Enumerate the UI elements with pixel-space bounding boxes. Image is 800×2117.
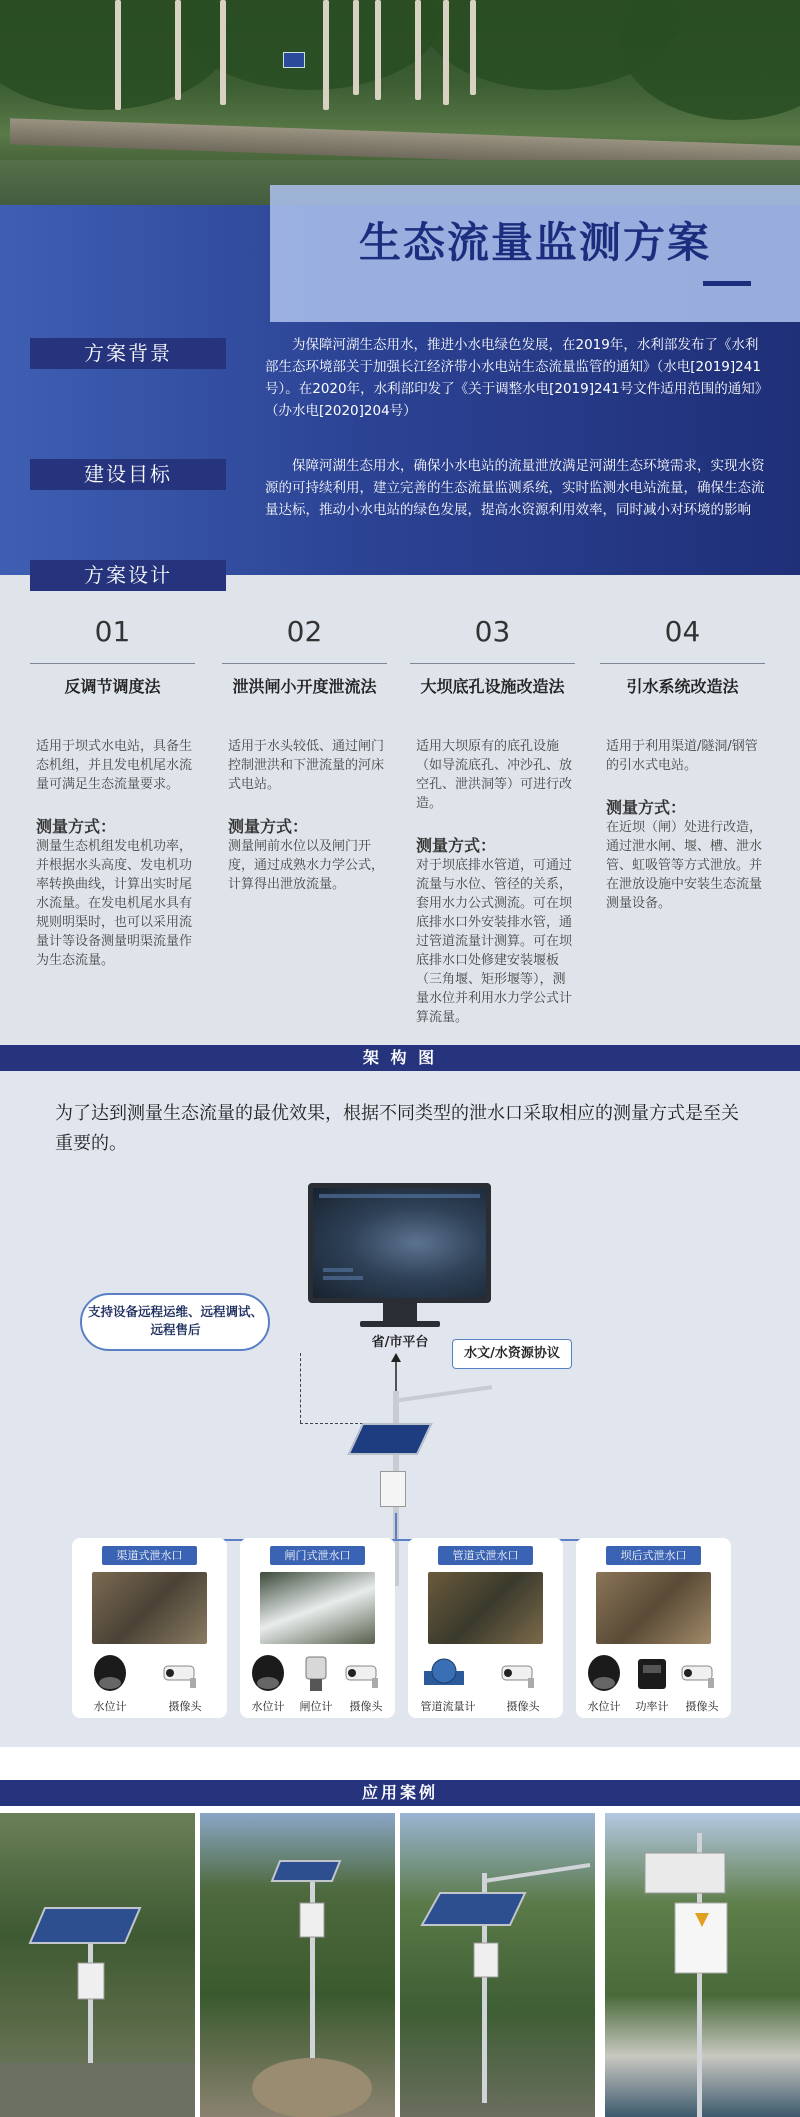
background-text: 为保障河湖生态用水，推进小水电绿色发展，在2019年，水利部发布了《水利部生态环境部关于加强长江经济带小水电站生态流量监管的通知》（水电[2019]241号）。在2020年，水利部印发了《关于调整水电[2019]241号文件适用范围的通知》（办水电[2020]204号） [265, 337, 762, 419]
device-label: 管道流量计 [420, 1700, 476, 1713]
goal-label: 建设目标 [30, 459, 226, 490]
column-number: 04 [664, 615, 701, 648]
channel-outlet-photo [92, 1572, 207, 1644]
column-desc: 适用于水头较低、通过闸门控制泄洪和下泄流量的河床式电站。 [228, 739, 385, 792]
column-number: 02 [286, 615, 323, 648]
case-photo-2 [200, 1813, 395, 2117]
device-label: 摄像头 [168, 1700, 202, 1713]
water-level-meter-icon [90, 1653, 130, 1695]
pipe-outlet-photo [428, 1572, 543, 1644]
title-underline [703, 281, 751, 286]
device-label: 摄像头 [685, 1700, 719, 1713]
outlet-card-gate [240, 1538, 395, 1718]
design-column-2 [222, 615, 387, 894]
water-level-meter-icon [248, 1653, 288, 1695]
device-label: 闸位计 [299, 1700, 333, 1713]
gate-outlet-photo [260, 1572, 375, 1644]
case-photo-4 [605, 1813, 800, 2117]
camera-icon [500, 1660, 546, 1690]
column-title: 反调节调度法 [64, 677, 161, 696]
column-desc: 适用于利用渠道/隧洞/钢管的引水式电站。 [606, 739, 758, 773]
case-photo-3 [400, 1813, 595, 2117]
measure-text: 测量生态机组发电机功率，并根据水头高度、发电机功率转换曲线，计算出实时尾水流量。在发电机尾水具有规则明渠时，也可以采用流量计等设备测量明渠流量作为生态流量。 [36, 839, 193, 968]
camera-icon [162, 1660, 208, 1690]
water-level-meter-icon [584, 1653, 624, 1695]
measure-text: 在近坝（闸）处进行改造，通过泄水闸、堰、槽、泄水管、虹吸管等方式泄放。并在泄放设施中安装生态流量测量设备。 [606, 820, 763, 911]
design-column-3 [410, 615, 575, 1027]
column-number: 03 [474, 615, 511, 648]
device-label: 水位计 [93, 1700, 127, 1713]
column-title: 引水系统改造法 [626, 677, 739, 696]
gate-meter-icon [298, 1653, 334, 1695]
platform-label: 省/市平台 [371, 1335, 429, 1350]
device-label: 水位计 [251, 1700, 285, 1713]
card-tag: 坝后式泄水口 [606, 1546, 701, 1565]
page-title: 生态流量监测方案 [358, 218, 711, 267]
background-label: 方案背景 [30, 338, 226, 369]
column-title: 泄洪闸小开度泄流法 [232, 677, 377, 696]
outlet-card-pipe [408, 1538, 563, 1718]
protocol-label: 水文/水资源协议 [452, 1339, 572, 1369]
measure-label: 测量方式： [36, 817, 117, 836]
measure-text: 测量闸前水位以及闸门开度，通过成熟水力学公式，计算得出泄放流量。 [228, 839, 385, 892]
card-tag: 管道式泄水口 [438, 1546, 533, 1565]
design-column-4 [600, 615, 765, 913]
power-meter-icon [632, 1653, 672, 1695]
column-title: 大坝底孔设施改造法 [420, 677, 565, 696]
dam-outlet-photo [596, 1572, 711, 1644]
device-label: 摄像头 [506, 1700, 540, 1713]
design-label: 方案设计 [30, 560, 226, 591]
measure-label: 测量方式： [228, 817, 309, 836]
case-photo-1 [0, 1813, 195, 2117]
measure-label: 测量方式： [606, 798, 687, 817]
column-desc: 适用于坝式水电站，具备生态机组，并且发电机尾水流量可满足生态流量要求。 [36, 739, 193, 792]
architecture-banner: 架 构 图 [0, 1045, 800, 1071]
card-tag: 渠道式泄水口 [102, 1546, 197, 1565]
design-column-1 [30, 615, 195, 970]
hero-section [0, 0, 800, 575]
outlet-card-channel [72, 1538, 227, 1718]
control-cabinet-icon [380, 1471, 406, 1507]
arrow-up-icon [390, 1353, 402, 1395]
design-section [0, 575, 800, 1045]
measure-text: 对于坝底排水管道，可通过流量与水位、管径的关系，套用水力公式测流。可在坝底排水口外安装排水管，通过管道流量计测算。可在坝底排水口处修建安装堰板（三角堰、矩形堰等），测量水位并利用水力学公式计算流量。 [416, 858, 573, 1025]
camera-icon [680, 1660, 726, 1690]
outlet-card-dam [576, 1538, 731, 1718]
architecture-section [0, 1071, 800, 1747]
monitor-icon [308, 1183, 491, 1303]
river-sign-icon [283, 52, 305, 68]
measure-label: 测量方式： [416, 836, 497, 855]
camera-icon [344, 1660, 390, 1690]
architecture-intro: 为了达到测量生态流量的最优效果，根据不同类型的泄水口采取相应的测量方式是至关重要的。 [55, 1103, 739, 1154]
cloud-text: 支持设备远程运维、远程调试、远程售后 [88, 1304, 264, 1337]
column-desc: 适用大坝原有的底孔设施（如导流底孔、冲沙孔、放空孔、泄洪洞等）可进行改造。 [416, 739, 573, 811]
solar-panel-icon [348, 1423, 433, 1455]
device-label: 水位计 [587, 1700, 621, 1713]
device-label: 摄像头 [349, 1700, 383, 1713]
column-number: 01 [94, 615, 131, 648]
pipe-flowmeter-icon [422, 1653, 466, 1695]
device-label: 功率计 [635, 1700, 669, 1713]
goal-text: 保障河湖生态用水，确保小水电站的流量泄放满足河湖生态环境需求，实现水资源的可持续利用，建立完善的生态流量监测系统，实时监测水电站流量，确保生态流量达标，推动小水电站的绿色发展，提高水资源利用效率，同时减小对环境的影响 [265, 458, 765, 518]
card-tag: 闸门式泄水口 [270, 1546, 365, 1565]
cases-banner: 应用案例 [0, 1780, 800, 1806]
